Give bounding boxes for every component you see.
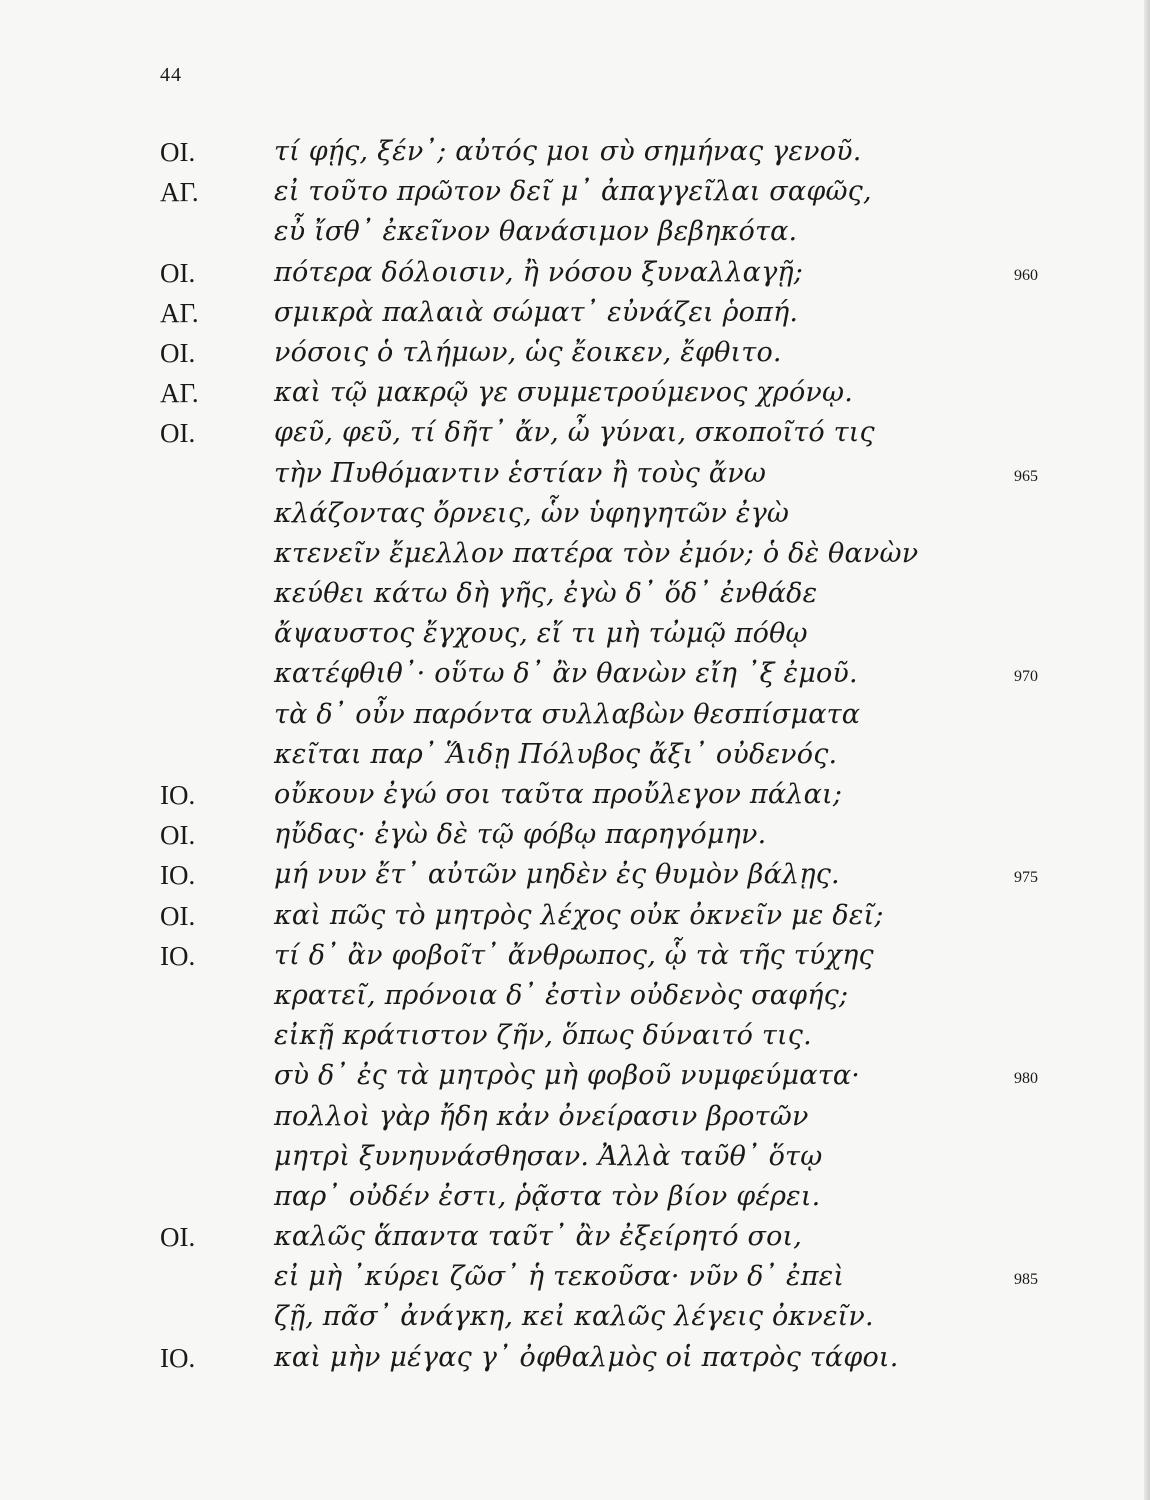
verse-lines: [0, 132, 1150, 1378]
verse-text: ζῇ, πᾶσ᾽ ἀνάγκη, κεἰ καλῶς λέγεις ὀκνεῖν.: [274, 1301, 874, 1333]
verse-line: [0, 534, 1150, 574]
verse-line: [0, 373, 1150, 413]
verse-line: [0, 1056, 1150, 1096]
verse-text: σμικρὰ παλαιὰ σώματ᾽ εὐνάζει ῥοπή.: [274, 296, 799, 328]
verse-text: μητρὶ ξυνηυνάσθησαν. Ἀλλὰ ταῦθ᾽ ὅτῳ: [274, 1140, 823, 1172]
speaker-label: ΙΟ.: [160, 780, 196, 810]
verse-line: [0, 936, 1150, 976]
verse-text: καὶ τῷ μακρῷ γε συμμετρούμενος χρόνῳ.: [274, 377, 854, 409]
verse-text: εὖ ἴσθ᾽ ἐκεῖνον θανάσιμον βεβηκότα.: [274, 216, 798, 248]
verse-text: τί δ᾽ ἂν φοβοῖτ᾽ ἄνθρωπος, ᾧ τὰ τῆς τύχης: [274, 939, 874, 971]
verse-line: [0, 212, 1150, 252]
verse-text: τὴν Πυθόμαντιν ἑστίαν ἢ τοὺς ἄνω: [274, 457, 767, 489]
verse-line: [0, 815, 1150, 855]
line-number: 970: [1014, 668, 1038, 686]
verse-text: νόσοις ὁ τλήμων, ὡς ἔοικεν, ἔφθιτο.: [274, 336, 782, 368]
verse-line: [0, 132, 1150, 172]
verse-line: [0, 735, 1150, 775]
verse-line: [0, 172, 1150, 212]
speaker-label: ΙΟ.: [160, 860, 196, 891]
verse-line: [0, 1338, 1150, 1378]
verse-text: μή νυν ἔτ᾽ αὐτῶν μηδὲν ἐς θυμὸν βάλῃς.: [274, 859, 840, 891]
verse-text: κεῖται παρ᾽ Ἅιδῃ Πόλυβος ἄξι᾽ οὐδενός.: [274, 738, 838, 770]
verse-text: κλάζοντας ὄρνεις, ὧν ὑφηγητῶν ἐγὼ: [274, 497, 790, 529]
verse-text: τί φῄς, ξέν᾽; αὐτός μοι σὺ σημήνας γενοῦ.: [274, 136, 862, 167]
line-number: 985: [1014, 1271, 1038, 1289]
verse-line: [0, 1297, 1150, 1337]
verse-text: καλῶς ἅπαντα ταῦτ᾽ ἂν ἐξείρητό σοι,: [274, 1221, 803, 1253]
verse-text: πότερα δόλοισιν, ἢ νόσου ξυναλλαγῇ;: [274, 256, 804, 288]
speaker-label: ΑΓ.: [160, 297, 199, 328]
verse-text: φεῦ, φεῦ, τί δῆτ᾽ ἄν, ὦ γύναι, σκοποῖτό τις: [274, 417, 875, 449]
verse-text: πολλοὶ γὰρ ἤδη κἀν ὀνείρασιν βροτῶν: [274, 1100, 809, 1132]
speaker-label: ΟΙ.: [160, 418, 196, 449]
verse-text: καὶ μὴν μέγας γ᾽ ὀφθαλμὸς οἱ πατρὸς τάφοι.: [274, 1341, 899, 1373]
verse-text: εἰ μὴ ᾽κύρει ζῶσ᾽ ἡ τεκοῦσα· νῦν δ᾽ ἐπεὶ: [274, 1261, 845, 1293]
verse-line: [0, 413, 1150, 453]
verse-line: [0, 574, 1150, 614]
speaker-label: ΙΟ.: [160, 940, 196, 971]
verse-text: παρ᾽ οὐδέν ἐστι, ῥᾷστα τὸν βίον φέρει.: [274, 1180, 821, 1212]
verse-line: [0, 253, 1150, 293]
verse-text: καὶ πῶς τὸ μητρὸς λέχος οὐκ ὀκνεῖν με δεῖ;: [274, 899, 884, 931]
verse-text: ἄψαυστος ἔγχους, εἴ τι μὴ τὠμῷ πόθῳ: [274, 618, 808, 650]
speaker-label: ΟΙ.: [160, 900, 196, 931]
verse-text: κεύθει κάτω δὴ γῆς, ἐγὼ δ᾽ ὅδ᾽ ἐνθάδε: [274, 578, 818, 610]
verse-line: [0, 614, 1150, 654]
page-edge-shadow: [1144, 0, 1150, 1500]
verse-text: κατέφθιθ᾽· οὕτω δ᾽ ἂν θανὼν εἴη ᾽ξ ἐμοῦ.: [274, 658, 858, 690]
verse-text: εἰκῇ κράτιστον ζῆν, ὅπως δύναιτό τις.: [274, 1020, 812, 1052]
page-number: 44: [160, 64, 182, 86]
verse-text: ηὔδας· ἐγὼ δὲ τῷ φόβῳ παρηγόμην.: [274, 819, 767, 851]
verse-line: [0, 1177, 1150, 1217]
verse-text: κτενεῖν ἔμελλον πατέρα τὸν ἐμόν; ὁ δὲ θανὼν: [274, 537, 919, 569]
speaker-label: ΑΓ.: [160, 378, 199, 409]
speaker-label: ΟΙ.: [160, 1222, 196, 1253]
speaker-label: ΑΓ.: [160, 177, 199, 208]
line-number: 975: [1014, 869, 1038, 887]
speaker-label: ΟΙ.: [160, 137, 196, 167]
verse-line: [0, 494, 1150, 534]
line-number: 965: [1014, 467, 1038, 485]
verse-line: [0, 695, 1150, 735]
verse-line: [0, 976, 1150, 1016]
line-number: 980: [1014, 1070, 1038, 1088]
verse-line: [0, 1097, 1150, 1137]
verse-line: [0, 333, 1150, 373]
verse-line: [0, 1137, 1150, 1177]
verse-line: [0, 1016, 1150, 1056]
speaker-label: ΟΙ.: [160, 257, 196, 288]
verse-line: [0, 1257, 1150, 1297]
verse-line: [0, 855, 1150, 895]
verse-line: [0, 896, 1150, 936]
verse-text: σὺ δ᾽ ἐς τὰ μητρὸς μὴ φοβοῦ νυμφεύματα·: [274, 1060, 861, 1092]
line-number: 960: [1014, 266, 1038, 284]
verse-line: [0, 1217, 1150, 1257]
verse-text: τὰ δ᾽ οὖν παρόντα συλλαβὼν θεσπίσματα: [274, 698, 861, 730]
verse-line: [0, 775, 1150, 815]
verse-line: [0, 654, 1150, 694]
speaker-label: ΟΙ.: [160, 820, 196, 851]
speaker-label: ΙΟ.: [160, 1342, 196, 1373]
verse-text: εἰ τοῦτο πρῶτον δεῖ μ᾽ ἀπαγγεῖλαι σαφῶς,: [274, 176, 872, 208]
verse-line: [0, 454, 1150, 494]
verse-text: οὔκουν ἐγώ σοι ταῦτα προὔλεγον πάλαι;: [274, 779, 843, 810]
speaker-label: ΟΙ.: [160, 337, 196, 368]
verse-text: κρατεῖ, πρόνοια δ᾽ ἐστὶν οὐδενὸς σαφής;: [274, 979, 849, 1011]
verse-line: [0, 293, 1150, 333]
